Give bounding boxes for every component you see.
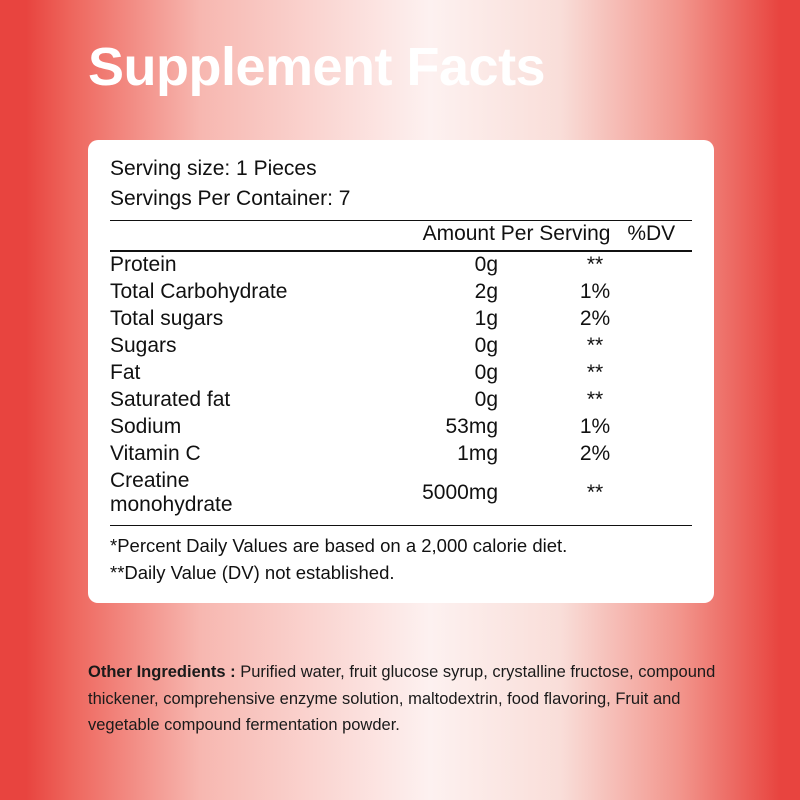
row-amount: 1mg xyxy=(457,442,498,466)
row-amount: 0g xyxy=(474,361,498,385)
row-amount: 0g xyxy=(474,334,498,358)
row-dv: 2% xyxy=(579,442,611,466)
column-header-dv: %DV xyxy=(627,222,676,246)
nutrition-rows xyxy=(110,252,692,519)
table-row xyxy=(110,306,692,333)
table-row xyxy=(110,468,692,519)
row-amount: 0g xyxy=(474,253,498,277)
row-name: Creatine monohydrate xyxy=(110,469,233,517)
row-amount: 5000mg xyxy=(422,481,498,505)
row-dv: 1% xyxy=(579,415,611,439)
row-name: Saturated fat xyxy=(110,388,231,412)
footnote-dv-not-established: **Daily Value (DV) not established. xyxy=(110,562,395,584)
row-amount: 2g xyxy=(474,280,498,304)
page-title: Supplement Facts xyxy=(88,37,546,97)
row-amount: 0g xyxy=(474,388,498,412)
footnote-daily-values: *Percent Daily Values are based on a 2,000 calorie diet. xyxy=(110,534,568,556)
row-name: Fat xyxy=(110,361,141,385)
row-dv: ** xyxy=(586,481,604,505)
table-row xyxy=(110,414,692,441)
other-ingredients-text: Purified water, fruit glucose syrup, crystalline fructose, compound thickener, comprehensive enzyme solution, maltodextrin, food flavoring, Fruit and vegetable compound fermentation powder. xyxy=(88,663,716,735)
row-dv: ** xyxy=(586,253,604,277)
facts-panel xyxy=(88,140,714,603)
row-amount: 53mg xyxy=(445,415,498,439)
row-amount: 1g xyxy=(474,307,498,331)
column-header-amount: Amount Per Serving xyxy=(422,222,611,246)
table-header-row xyxy=(110,221,692,248)
row-name: Total Carbohydrate xyxy=(110,280,288,304)
column-header-name xyxy=(110,221,395,248)
table-row xyxy=(110,279,692,306)
table-row xyxy=(110,441,692,468)
divider-above-footnotes xyxy=(110,525,692,526)
row-name: Vitamin C xyxy=(110,442,201,466)
row-dv: 1% xyxy=(579,280,611,304)
table-row xyxy=(110,252,692,279)
row-name: Sugars xyxy=(110,334,177,358)
row-name: Protein xyxy=(110,253,177,277)
servings-per-container-line: Servings Per Container: 7 xyxy=(110,186,351,210)
serving-size-line: Serving size: 1 Pieces xyxy=(110,157,317,180)
row-dv: 2% xyxy=(579,307,611,331)
row-name: Total sugars xyxy=(110,307,224,331)
other-ingredients xyxy=(88,659,728,739)
table-row xyxy=(110,387,692,414)
row-dv: ** xyxy=(586,361,604,385)
table-row xyxy=(110,333,692,360)
table-row xyxy=(110,360,692,387)
nutrition-table xyxy=(110,221,692,248)
row-dv: ** xyxy=(586,334,604,358)
row-name: Sodium xyxy=(110,415,182,439)
row-dv: ** xyxy=(586,388,604,412)
other-ingredients-label: Other Ingredients : xyxy=(88,663,236,681)
